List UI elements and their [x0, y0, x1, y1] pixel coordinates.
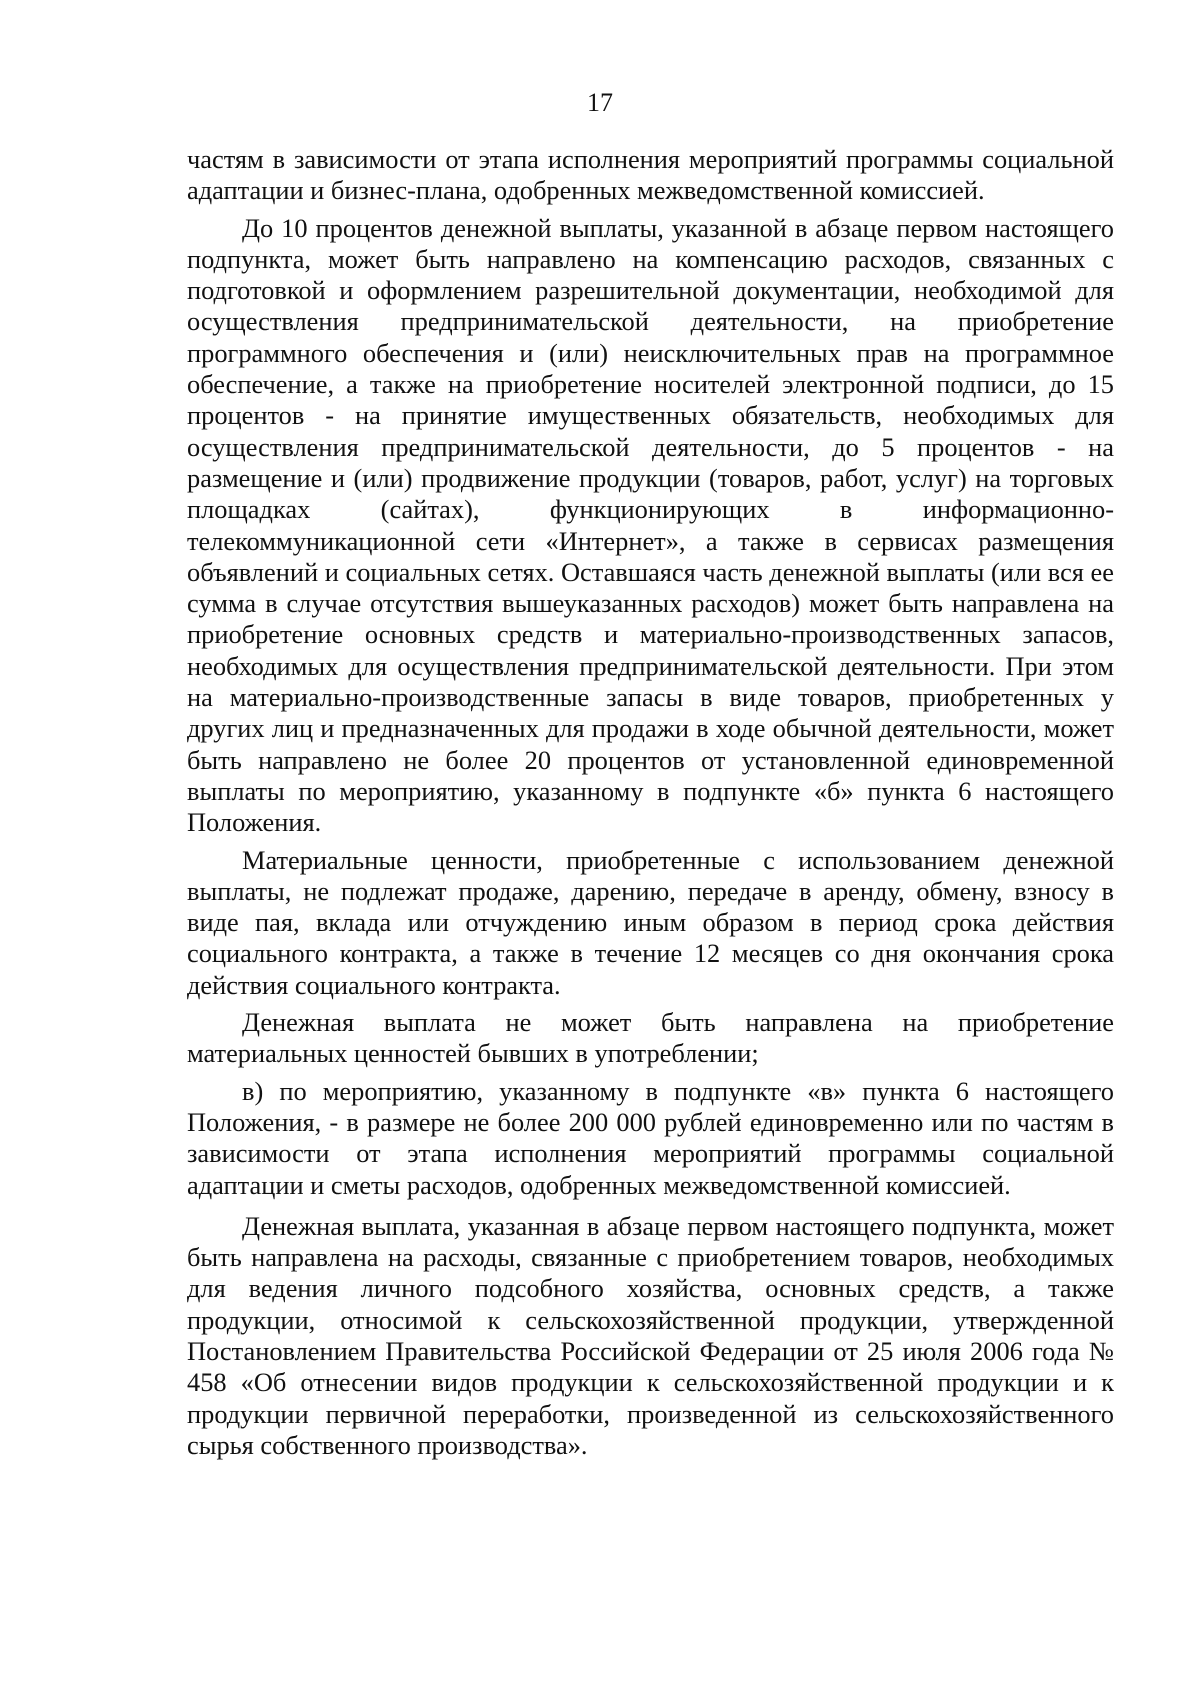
document-body [187, 144, 1114, 1461]
paragraph-expense-allocation: До 10 процентов денежной выплаты, указанной в абзаце первом настоящего подпункта, может быть направлено на компенсацию расходов, связанных с подготовкой и оформлением разрешительной документации, необходимой для осуществления предпринимательской деятельности, на приобретение программного обеспечения и (или) неисключительных прав на программное обеспечение, а также на приобретение носителей электронной подписи, до 15 процентов - на принятие имущественных обязательств, необходимых для осуществления предпринимательской деятельности, до 5 процентов - на размещение и (или) продвижение продукции (товаров, работ, услуг) на торговых площадках (сайтах), функционирующих в информационно-телекоммуникационной сети «Интернет», а также в сервисах размещения объявлений и социальных сетях. Оставшаяся часть денежной выплаты (или вся ее сумма в случае отсутствия вышеуказанных расходов) может быть направлена на приобретение основных средств и материально-производственных запасов, необходимых для осуществления предпринимательской деятельности. При этом на материально-производственные запасы в виде товаров, приобретенных у других лиц и предназначенных для продажи в ходе обычной деятельности, может быть направлено не более 20 процентов от установленной единовременной выплаты по мероприятию, указанному в подпункте «б» пункта 6 настоящего Положения. [187, 212, 1114, 838]
page-number: 17 [587, 88, 613, 117]
paragraph-material-values: Материальные ценности, приобретенные с использованием денежной выплаты, не подлежат продаже, дарению, передаче в аренду, обмену, взносу в виде пая, вклада или отчуждению иным образом в период срока действия социального контракта, а также в течение 12 месяцев со дня окончания срока действия социального контракта. [187, 844, 1114, 1000]
paragraph-continuation: частям в зависимости от этапа исполнения мероприятий программы социальной адаптации и бизнес-плана, одобренных межведомственной комиссией. [187, 144, 1114, 206]
paragraph-subitem-v: в) по мероприятию, указанному в подпункте «в» пункта 6 настоящего Положения, - в размере не более 200 000 рублей единовременно или по частям в зависимости от этапа исполнения мероприятий программы социальной адаптации и сметы расходов, одобренных межведомственной комиссией. [187, 1075, 1114, 1200]
paragraph-used-goods-restriction: Денежная выплата не может быть направлена на приобретение материальных ценностей бывших в употреблении; [187, 1007, 1114, 1069]
paragraph-agricultural-expenses: Денежная выплата, указанная в абзаце первом настоящего подпункта, может быть направлена на расходы, связанные с приобретением товаров, необходимых для ведения личного подсобного хозяйства, основных средств, а также продукции, относимой к сельскохозяйственной продукции, утвержденной Постановлением Правительства Российской Федерации от 25 июля 2006 года № 458 «Об отнесении видов продукции к сельскохозяйственной продукции и к продукции первичной переработки, произведенной из сельскохозяйственного сырья собственного производства». [187, 1210, 1114, 1460]
